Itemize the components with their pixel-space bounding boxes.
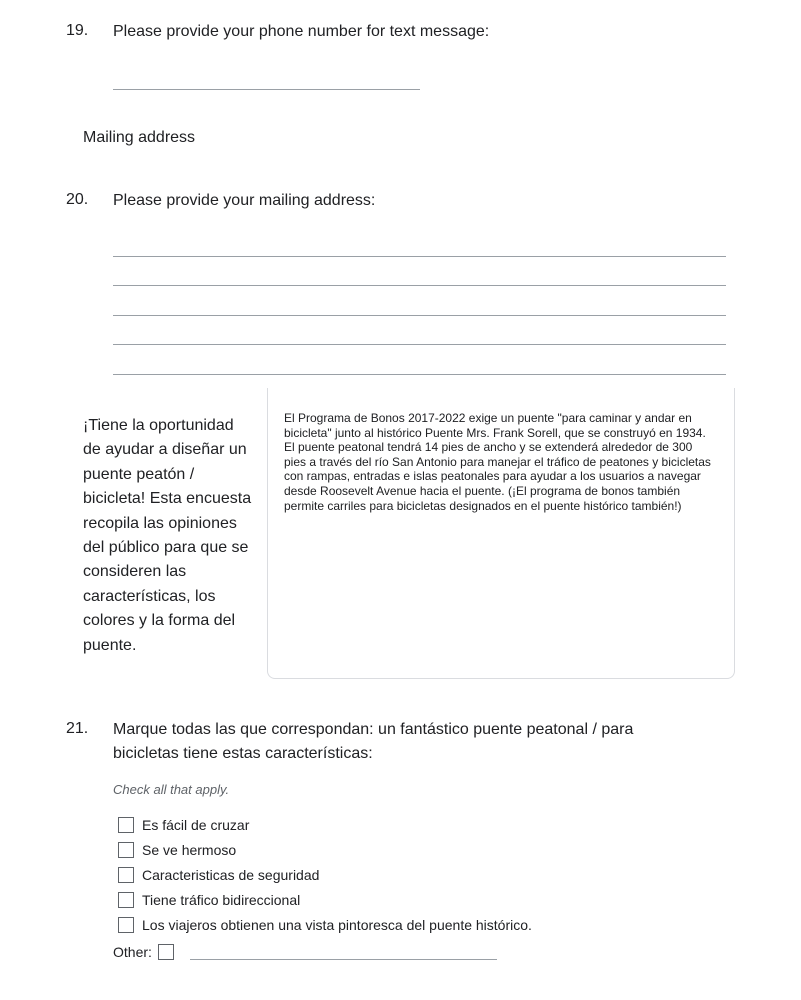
address-answer-line[interactable]: [113, 315, 726, 316]
address-answer-line[interactable]: [113, 374, 726, 375]
checkbox-option[interactable]: [118, 890, 300, 910]
checkbox-option[interactable]: [118, 915, 532, 935]
question-21-text: Marque todas las que correspondan: un fantástico puente peatonal / para bicicletas tiene estas características:: [113, 721, 634, 762]
checkbox[interactable]: [118, 842, 134, 858]
checkbox-option[interactable]: [118, 840, 236, 860]
bridge-description-text: El Programa de Bonos 2017-2022 exige un puente "para caminar y andar en bicicleta" junto al histórico Puente Mrs. Frank Sorell, que se construyó en 1934. El puente peatonal tendrá 14 pies de ancho y se extenderá alrededor de 300 pies a través del río San Antonio para manejar el tráfico de peatones y bicicletas con rampas, entradas e islas peatonales para ayudar a los usuarios a navegar desde Roosevelt Avenue hacia el puente. (¡El programa de bonos también permite carriles para bicicletas designados en el puente histórico también!): [284, 411, 711, 513]
other-option[interactable]: [113, 942, 182, 962]
question-20-number: 20.: [66, 191, 89, 208]
checkbox[interactable]: [118, 867, 134, 883]
address-answer-line[interactable]: [113, 256, 726, 257]
phone-answer-line[interactable]: [113, 89, 420, 90]
checkbox-option-label: Tiene tráfico bidireccional: [142, 892, 301, 908]
checkbox-option-label: Es fácil de cruzar: [142, 817, 250, 833]
question-19-text: Please provide your phone number for text message:: [113, 23, 490, 40]
checkbox[interactable]: [118, 817, 134, 833]
question-21-number: 21.: [66, 720, 89, 737]
checkbox[interactable]: [118, 892, 134, 908]
checkbox-option[interactable]: [118, 865, 319, 885]
check-all-hint: Check all that apply.: [113, 782, 230, 797]
checkbox-option[interactable]: [118, 815, 249, 835]
address-answer-line[interactable]: [113, 344, 726, 345]
checkbox-option-label: Los viajeros obtienen una vista pintoresca del puente histórico.: [142, 917, 532, 933]
checkbox[interactable]: [118, 917, 134, 933]
other-answer-line[interactable]: [190, 959, 497, 960]
survey-intro-text: ¡Tiene la oportunidad de ayudar a diseñar un puente peatón / bicicleta! Esta encuesta recopila las opiniones del público para que se consideren las características, los colores y la forma del puente.: [83, 417, 252, 654]
question-19-number: 19.: [66, 22, 89, 39]
question-20-text: Please provide your mailing address:: [113, 192, 376, 209]
checkbox-option-label: Se ve hermoso: [142, 842, 237, 858]
address-answer-line[interactable]: [113, 285, 726, 286]
section-title-mailing-address: Mailing address: [83, 129, 196, 146]
checkbox-option-label: Caracteristicas de seguridad: [142, 867, 320, 883]
other-checkbox[interactable]: [158, 944, 174, 960]
other-option-label: Other:: [113, 944, 152, 960]
